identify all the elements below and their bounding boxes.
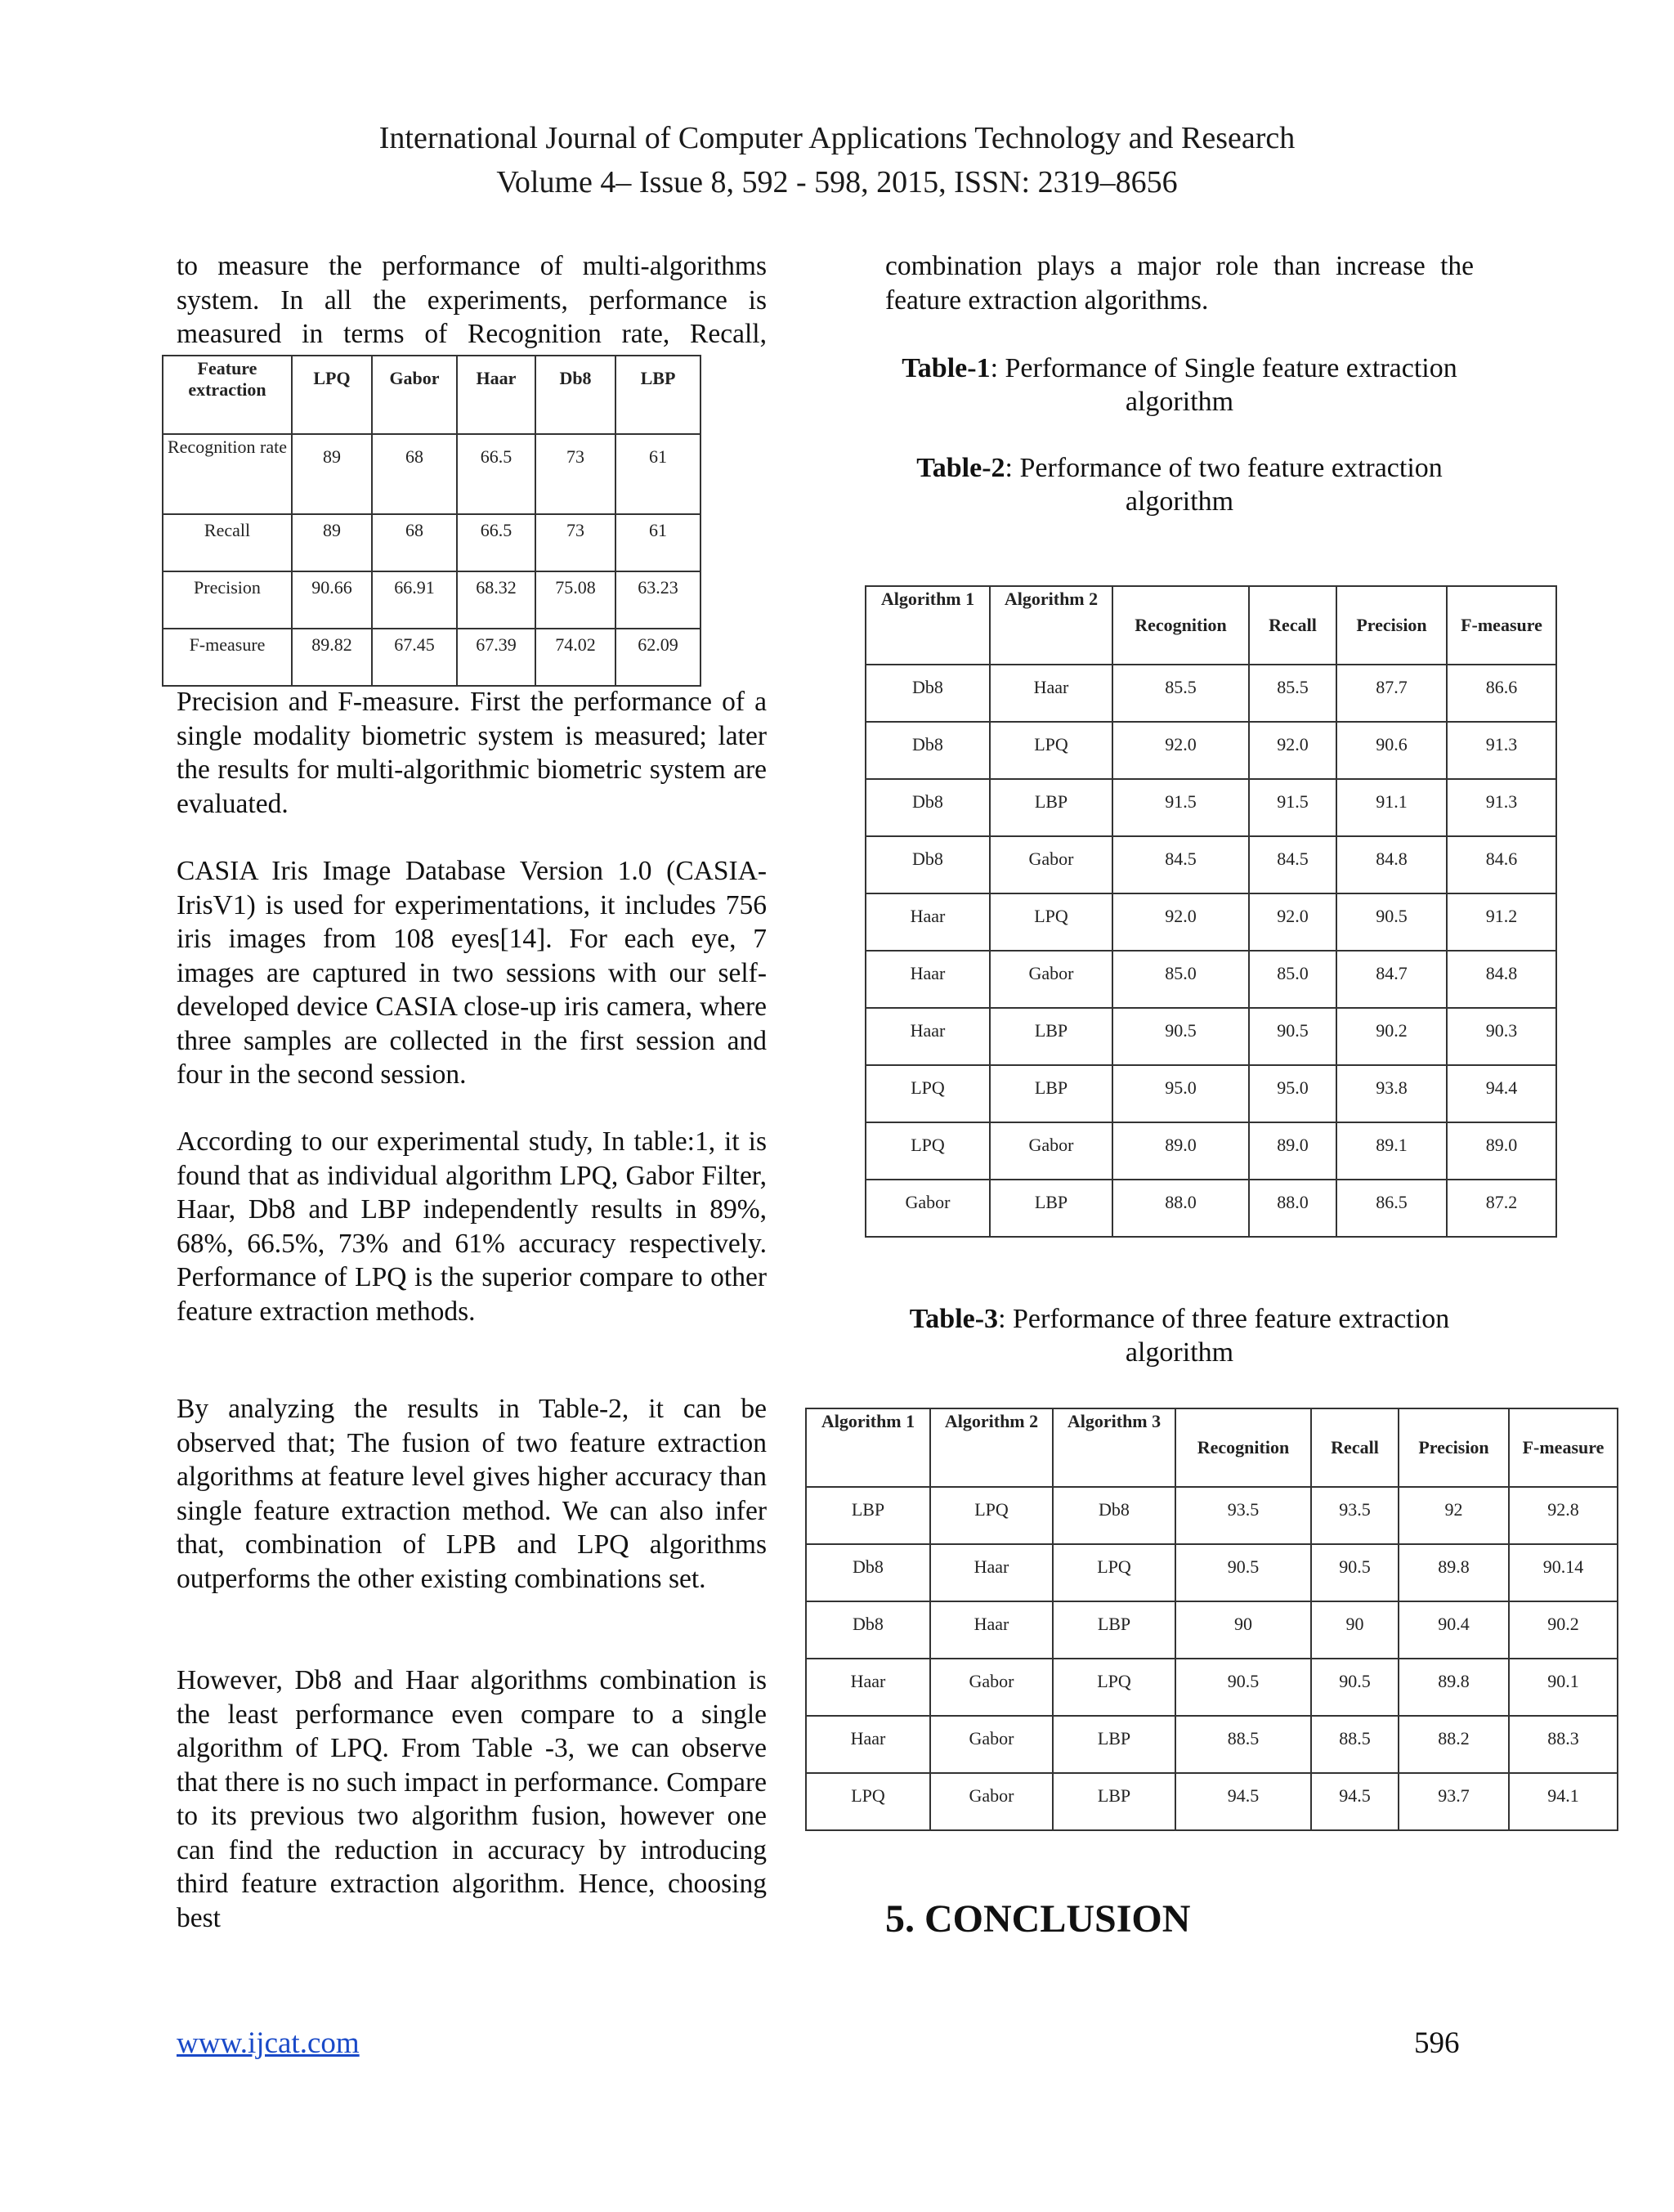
table-cell: Gabor — [930, 1716, 1053, 1773]
table-row — [866, 779, 1556, 836]
table-cell: Gabor — [990, 951, 1112, 1008]
table-row — [163, 571, 700, 629]
table-cell: 90.66 — [292, 571, 372, 629]
table-cell: Gabor — [990, 836, 1112, 893]
table-2-header: Algorithm 1 — [866, 586, 990, 665]
table-cell: LPQ — [1053, 1659, 1175, 1716]
table-cell: LBP — [1053, 1716, 1175, 1773]
table-cell: 89.82 — [292, 629, 372, 686]
table-cell: 68.32 — [457, 571, 535, 629]
table-cell: LBP — [806, 1487, 930, 1544]
table-cell: 62.09 — [615, 629, 700, 686]
table-cell: 93.5 — [1311, 1487, 1399, 1544]
table-2-header: Recall — [1249, 586, 1336, 665]
table-1-caption — [885, 352, 1474, 419]
table-cell: 90.5 — [1112, 1008, 1249, 1065]
journal-title: International Journal of Computer Applications Technology and Research — [378, 121, 1296, 155]
table-row — [866, 951, 1556, 1008]
table-cell: 67.39 — [457, 629, 535, 686]
table-cell: 91.5 — [1112, 779, 1249, 836]
table-cell: 94.5 — [1175, 1773, 1311, 1830]
table-cell: LPQ — [866, 1122, 990, 1180]
table-3-caption-label: Table-3 — [909, 1304, 999, 1334]
table-cell: 89 — [292, 514, 372, 571]
table-row — [866, 665, 1556, 722]
table-cell: 93.7 — [1399, 1773, 1509, 1830]
table-1 — [162, 355, 701, 687]
table-cell: 68 — [372, 434, 457, 514]
table-cell: Precision — [163, 571, 292, 629]
table-2-caption-label: Table-2 — [916, 453, 1005, 483]
table-cell: 91.3 — [1447, 722, 1556, 779]
table-cell: 84.8 — [1336, 836, 1447, 893]
table-row — [163, 514, 700, 571]
journal-volume: Volume 4– Issue 8, 592 - 598, 2015, ISSN: 2319–8656 — [496, 165, 1178, 199]
table-cell: Haar — [990, 665, 1112, 722]
table-cell: 84.5 — [1249, 836, 1336, 893]
table-cell: Haar — [806, 1659, 930, 1716]
table-2-header: Algorithm 2 — [990, 586, 1112, 665]
table-2-header: F-measure — [1447, 586, 1556, 665]
table-1-header: Feature extraction — [163, 356, 292, 434]
table-2 — [865, 585, 1557, 1238]
table-cell: 89.8 — [1399, 1659, 1509, 1716]
table-cell: 85.0 — [1249, 951, 1336, 1008]
table-cell: 84.5 — [1112, 836, 1249, 893]
left-paragraph-5: By analyzing the results in Table-2, it can be observed that; The fusion of two feature extraction algorithms at feature level gives higher accuracy than single feature extraction method. We can also infer that, combination of LPB and LPQ algorithms outperforms the other existing combinations set. — [177, 1394, 767, 1594]
table-1-header: LBP — [615, 356, 700, 434]
table-2-header: Recognition — [1112, 586, 1249, 665]
table-cell: 73 — [535, 514, 615, 571]
table-cell: 90.1 — [1509, 1659, 1618, 1716]
table-cell: Db8 — [866, 722, 990, 779]
table-cell: LPQ — [990, 893, 1112, 951]
table-cell: Haar — [930, 1601, 1053, 1659]
table-cell: 84.8 — [1447, 951, 1556, 1008]
table-cell: LBP — [990, 1008, 1112, 1065]
table-cell: 90.3 — [1447, 1008, 1556, 1065]
section-heading-conclusion: 5. CONCLUSION — [885, 1897, 1191, 1941]
table-1-header: LPQ — [292, 356, 372, 434]
table-cell: 92 — [1399, 1487, 1509, 1544]
table-row — [866, 836, 1556, 893]
table-cell: 90.5 — [1336, 893, 1447, 951]
table-cell: LPQ — [806, 1773, 930, 1830]
page-number: 596 — [1414, 2026, 1460, 2060]
table-cell: 84.6 — [1447, 836, 1556, 893]
table-cell: LPQ — [990, 722, 1112, 779]
table-cell: 90.6 — [1336, 722, 1447, 779]
table-2-header: Precision — [1336, 586, 1447, 665]
table-row — [806, 1773, 1618, 1830]
table-cell: 85.5 — [1112, 665, 1249, 722]
table-cell: 85.0 — [1112, 951, 1249, 1008]
table-3-caption — [885, 1302, 1474, 1369]
table-cell: LBP — [990, 779, 1112, 836]
table-cell: 90.4 — [1399, 1601, 1509, 1659]
table-row — [866, 1008, 1556, 1065]
table-cell: 89.0 — [1249, 1122, 1336, 1180]
table-1-caption-text: : Performance of Single feature extraction algorithm — [990, 353, 1457, 417]
table-cell: Gabor — [930, 1773, 1053, 1830]
text-line: system. In all the experiments, performance is — [177, 284, 767, 316]
table-cell: 91.5 — [1249, 779, 1336, 836]
table-cell: 68 — [372, 514, 457, 571]
table-cell: LBP — [1053, 1601, 1175, 1659]
table-cell: 90.2 — [1509, 1601, 1618, 1659]
table-cell: F-measure — [163, 629, 292, 686]
table-cell: 95.0 — [1112, 1065, 1249, 1122]
table-cell: 88.0 — [1249, 1180, 1336, 1237]
table-cell: 87.7 — [1336, 665, 1447, 722]
table-1-header: Db8 — [535, 356, 615, 434]
table-cell: 90.5 — [1175, 1544, 1311, 1601]
table-cell: 85.5 — [1249, 665, 1336, 722]
table-2-caption — [885, 451, 1474, 518]
table-3-header: Algorithm 2 — [930, 1408, 1053, 1487]
left-paragraph-6: However, Db8 and Haar algorithms combination is the least performance even compare to a single algorithm of LPQ. From Table -3, we can observe that there is no such impact in performance. Compare to its previous two algorithm fusion, however one can find the reduction in accuracy by introducing third feature extraction algorithm. Hence, choosing best — [177, 1665, 767, 1933]
table-cell: 90 — [1311, 1601, 1399, 1659]
table-cell: 88.2 — [1399, 1716, 1509, 1773]
table-cell: 91.2 — [1447, 893, 1556, 951]
table-cell: 66.5 — [457, 434, 535, 514]
table-3 — [805, 1408, 1618, 1831]
table-row — [866, 1122, 1556, 1180]
footer-site-link[interactable]: www.ijcat.com — [177, 2026, 360, 2060]
table-cell: 89.0 — [1447, 1122, 1556, 1180]
table-cell: 87.2 — [1447, 1180, 1556, 1237]
table-cell: 94.1 — [1509, 1773, 1618, 1830]
table-cell: 90.5 — [1249, 1008, 1336, 1065]
table-2-caption-text: : Performance of two feature extraction algorithm — [1005, 453, 1443, 517]
table-cell: 66.5 — [457, 514, 535, 571]
table-cell: LBP — [990, 1065, 1112, 1122]
table-cell: Db8 — [806, 1544, 930, 1601]
table-cell: Haar — [866, 1008, 990, 1065]
table-cell: Db8 — [866, 779, 990, 836]
left-paragraph-2: Precision and F-measure. First the performance of a single modality biometric system is measured; later the results for multi-algorithmic biometric system are evaluated. — [177, 687, 767, 819]
table-row — [866, 722, 1556, 779]
table-row — [806, 1487, 1618, 1544]
table-cell: Recognition rate — [163, 434, 292, 514]
table-3-header: F-measure — [1509, 1408, 1618, 1487]
table-cell: 61 — [615, 514, 700, 571]
table-cell: 90.2 — [1336, 1008, 1447, 1065]
table-cell: Gabor — [990, 1122, 1112, 1180]
table-cell: 89.1 — [1336, 1122, 1447, 1180]
table-row — [163, 629, 700, 686]
table-cell: 92.0 — [1249, 893, 1336, 951]
table-cell: Haar — [930, 1544, 1053, 1601]
table-row — [163, 434, 700, 514]
table-3-header: Precision — [1399, 1408, 1509, 1487]
table-1-header: Gabor — [372, 356, 457, 434]
table-cell: 61 — [615, 434, 700, 514]
table-cell: 73 — [535, 434, 615, 514]
table-cell: LBP — [1053, 1773, 1175, 1830]
table-cell: 92.0 — [1112, 893, 1249, 951]
table-cell: 92.8 — [1509, 1487, 1618, 1544]
table-cell: 90.5 — [1311, 1659, 1399, 1716]
table-cell: LPQ — [866, 1065, 990, 1122]
table-cell: 88.3 — [1509, 1716, 1618, 1773]
table-cell: Haar — [866, 893, 990, 951]
table-cell: Gabor — [866, 1180, 990, 1237]
table-row — [806, 1601, 1618, 1659]
table-cell: Db8 — [806, 1601, 930, 1659]
table-cell: 92.0 — [1112, 722, 1249, 779]
table-row — [866, 1065, 1556, 1122]
table-cell: Db8 — [866, 665, 990, 722]
table-cell: 86.5 — [1336, 1180, 1447, 1237]
table-cell: 90.5 — [1311, 1544, 1399, 1601]
table-cell: Gabor — [930, 1659, 1053, 1716]
table-cell: 86.6 — [1447, 665, 1556, 722]
table-cell: 88.5 — [1311, 1716, 1399, 1773]
table-cell: Haar — [806, 1716, 930, 1773]
table-cell: Db8 — [866, 836, 990, 893]
table-cell: 89.8 — [1399, 1544, 1509, 1601]
table-cell: 93.8 — [1336, 1065, 1447, 1122]
table-cell: Db8 — [1053, 1487, 1175, 1544]
table-cell: LBP — [990, 1180, 1112, 1237]
table-3-header: Algorithm 1 — [806, 1408, 930, 1487]
table-cell: 91.1 — [1336, 779, 1447, 836]
table-3-caption-text: : Performance of three feature extraction algorithm — [998, 1304, 1450, 1368]
table-cell: 63.23 — [615, 571, 700, 629]
left-paragraph-intro — [177, 249, 767, 352]
table-cell: 67.45 — [372, 629, 457, 686]
table-cell: 94.4 — [1447, 1065, 1556, 1122]
table-cell: 94.5 — [1311, 1773, 1399, 1830]
table-3-header: Recognition — [1175, 1408, 1311, 1487]
table-row — [866, 1180, 1556, 1237]
table-cell: 88.0 — [1112, 1180, 1249, 1237]
table-row — [806, 1659, 1618, 1716]
table-3-header: Algorithm 3 — [1053, 1408, 1175, 1487]
left-paragraph-4: According to our experimental study, In table:1, it is found that as individual algorithm LPQ, Gabor Filter, Haar, Db8 and LBP independently results in 89%, 68%, 66.5%, 73% and 61% accuracy respectively. Performance of LPQ is the superior compare to other feature extraction methods. — [177, 1126, 767, 1327]
table-row — [866, 893, 1556, 951]
table-1-header: Haar — [457, 356, 535, 434]
table-cell: 90.5 — [1175, 1659, 1311, 1716]
left-paragraph-3: CASIA Iris Image Database Version 1.0 (CASIA-IrisV1) is used for experimentations, it includes 756 iris images from 108 eyes[14]. For each eye, 7 images are captured in two sessions with our self-developed device CASIA close-up iris camera, where three samples are collected in the first session and four in the second session. — [177, 856, 767, 1090]
table-cell: 92.0 — [1249, 722, 1336, 779]
table-cell: 84.7 — [1336, 951, 1447, 1008]
table-1-caption-label: Table-1 — [902, 353, 991, 383]
table-cell: 66.91 — [372, 571, 457, 629]
text-line: to measure the performance of multi-algorithms — [177, 251, 767, 281]
table-cell: LPQ — [1053, 1544, 1175, 1601]
table-cell: 88.5 — [1175, 1716, 1311, 1773]
table-cell: LPQ — [930, 1487, 1053, 1544]
table-cell: 89 — [292, 434, 372, 514]
table-cell: 75.08 — [535, 571, 615, 629]
table-3-header: Recall — [1311, 1408, 1399, 1487]
text-line: measured in terms of Recognition rate, Recall, — [177, 319, 767, 349]
table-cell: Recall — [163, 514, 292, 571]
table-row — [806, 1716, 1618, 1773]
table-cell: 95.0 — [1249, 1065, 1336, 1122]
table-cell: 74.02 — [535, 629, 615, 686]
table-cell: 91.3 — [1447, 779, 1556, 836]
table-cell: 89.0 — [1112, 1122, 1249, 1180]
table-cell: 93.5 — [1175, 1487, 1311, 1544]
table-row — [806, 1544, 1618, 1601]
table-cell: 90.14 — [1509, 1544, 1618, 1601]
table-cell: Haar — [866, 951, 990, 1008]
table-cell: 90 — [1175, 1601, 1311, 1659]
right-paragraph-1: combination plays a major role than increase the feature extraction algorithms. — [885, 251, 1474, 316]
